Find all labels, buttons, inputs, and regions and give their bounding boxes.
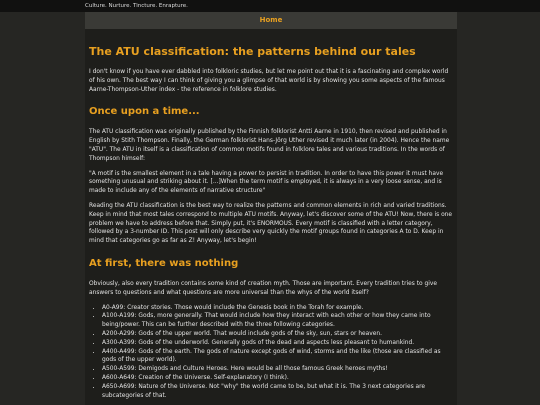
- list-item: • A100-A199: Gods, more generally. That would include how they interact with each other or how they came into being/power. This can be further described with the three following categories.: [102, 312, 453, 330]
- list-item: • A300-A399: Gods of the underworld. Generally gods of the dead and aspects less pleasant to humankind.: [102, 339, 453, 348]
- article-content: [85, 29, 457, 405]
- list-item: • A650-A699: Nature of the Universe. Not "why" the world came to be, but what it is. The 3 next categories are subcategories of that.: [102, 383, 453, 401]
- list-item: • A500-A599: Demigods and Culture Heroes. Here would be all those famous Greek heroes myths!: [102, 365, 453, 374]
- article-title: The ATU classification: the patterns behind our tales: [89, 45, 416, 58]
- list-item: • A400-A499: Gods of the earth. The gods of nature except gods of wind, storms and the like (those are classified as gods of the upper world).: [102, 348, 453, 366]
- intro-paragraph: I don't know if you have ever dabbled into folkloric studies, but let me point out that it is a fascinating and complex world of his own. The best way I can think of giving you a glimpse of that world is by showing you some aspects of the famous Aarne-Thompson-Uther index - the reference in folklore studies.: [89, 69, 449, 93]
- list-item: • A200-A299: Gods of the upper world. That would include gods of the sky, sun, stars or heaven.: [102, 330, 453, 339]
- list-item: • A600-A649: Creation of the Universe. Self-explanatory (I think).: [102, 374, 453, 383]
- section-heading-at-first: At first, there was nothing: [89, 257, 239, 269]
- navigation-bar: [85, 12, 457, 29]
- thompson-quote: "A motif is the smallest element in a tale having a power to persist in tradition. In order to have this power it must have something unusual and striking about it. [...]When the term motif is employed, it is always in a very loose sense, and is made to include any of the elements of narrative structure": [89, 170, 444, 195]
- section2-paragraph-1: Obviously, also every tradition contains some kind of creation myth. Those are important. Every tradition tries to give answers to questions and what questions are more universal than the whys of the world itself?: [89, 280, 437, 296]
- section1-paragraph-1: The ATU classification was originally published by the Finnish folklorist Antti Aarne in 1910, then revised and published in English by Stith Thompson. Finally, the German folklorist Hans-Jörg Uther revised it much later (in 2004). Hence the name "ATU". The ATU in itself is a classification of common motifs found in folklore tales and various traditions. In the words of Thompson himself:: [89, 129, 450, 162]
- section-heading-once-upon: Once upon a time...: [89, 106, 200, 118]
- site-tagline: Culture. Nurture. Tincture. Enrapture.: [85, 3, 188, 9]
- nav-home-link[interactable]: Home: [259, 16, 283, 24]
- atu-category-list: [89, 304, 453, 401]
- top-bar: [0, 0, 540, 12]
- section1-paragraph-2: Reading the ATU classification is the best way to realize the patterns and common elements in rich and varied traditions. Keep in mind that most tales correspond to multiple ATU motifs. Anyway, let's discover some of the ATU! Now, there is one problem we have to address before that. Simply put, it's ENORMOUS. Every motif is classified with a letter category, followed by a 3-number ID. This post will only describe very quickly the motif groups found in categories A to D. Keep in mind that categories go as far as Z! Anyway, let's begin!: [89, 202, 453, 245]
- list-item: • A0-A99: Creator stories. Those would include the Genesis book in the Torah for example.: [102, 304, 453, 313]
